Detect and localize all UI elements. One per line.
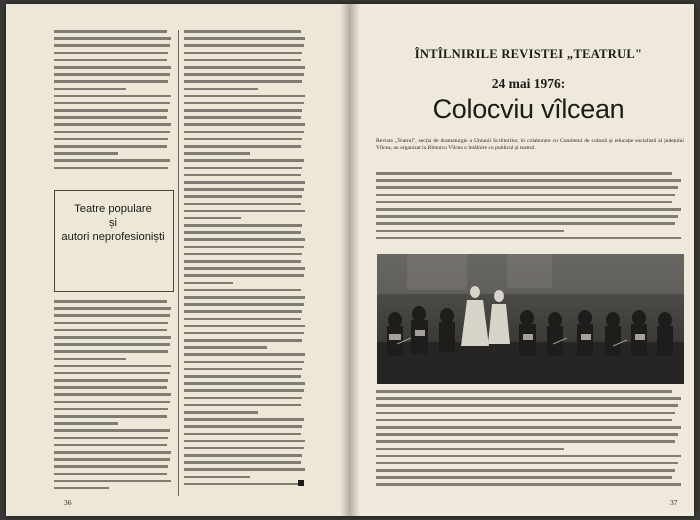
book-gutter	[340, 4, 360, 516]
magazine-spread	[6, 4, 694, 516]
article-photo	[377, 254, 684, 384]
article-headline: Colocviu vîlcean	[432, 94, 625, 124]
page-number-left: 36	[64, 498, 72, 507]
article-lead-paragraph: Revista „Teatrul", secția de dramaturgie a Uniunii Scriitorilor, în colaborare cu Comitetul de cultură și educație socialistă al județului Vîlcea, au organizat la Rîmnicu Vîlcea o întâlnire cu publicul și teatrul.	[376, 138, 684, 152]
sidebar-title-line-2: și	[108, 217, 118, 229]
left-column-2-text	[184, 30, 306, 496]
left-page	[6, 4, 350, 516]
page-number-right: 37	[670, 498, 678, 507]
article-body-lower	[376, 390, 684, 494]
article-end-mark	[298, 480, 304, 486]
sidebar-title-line-1: Teatre populare	[74, 203, 152, 215]
article-body-upper	[376, 172, 684, 248]
photo-performers-image	[377, 254, 684, 384]
sidebar-title-line-3: autori neprofesioniști	[61, 231, 165, 243]
sidebar-title	[58, 202, 168, 244]
left-column-1-bottom-text	[54, 300, 172, 496]
left-column-divider	[178, 30, 179, 496]
left-column-1-top-text	[54, 30, 172, 178]
article-date: 24 mai 1976:	[491, 76, 566, 91]
section-rubric: ÎNTÎLNIRILE REVISTEI „TEATRUL"	[414, 47, 643, 61]
